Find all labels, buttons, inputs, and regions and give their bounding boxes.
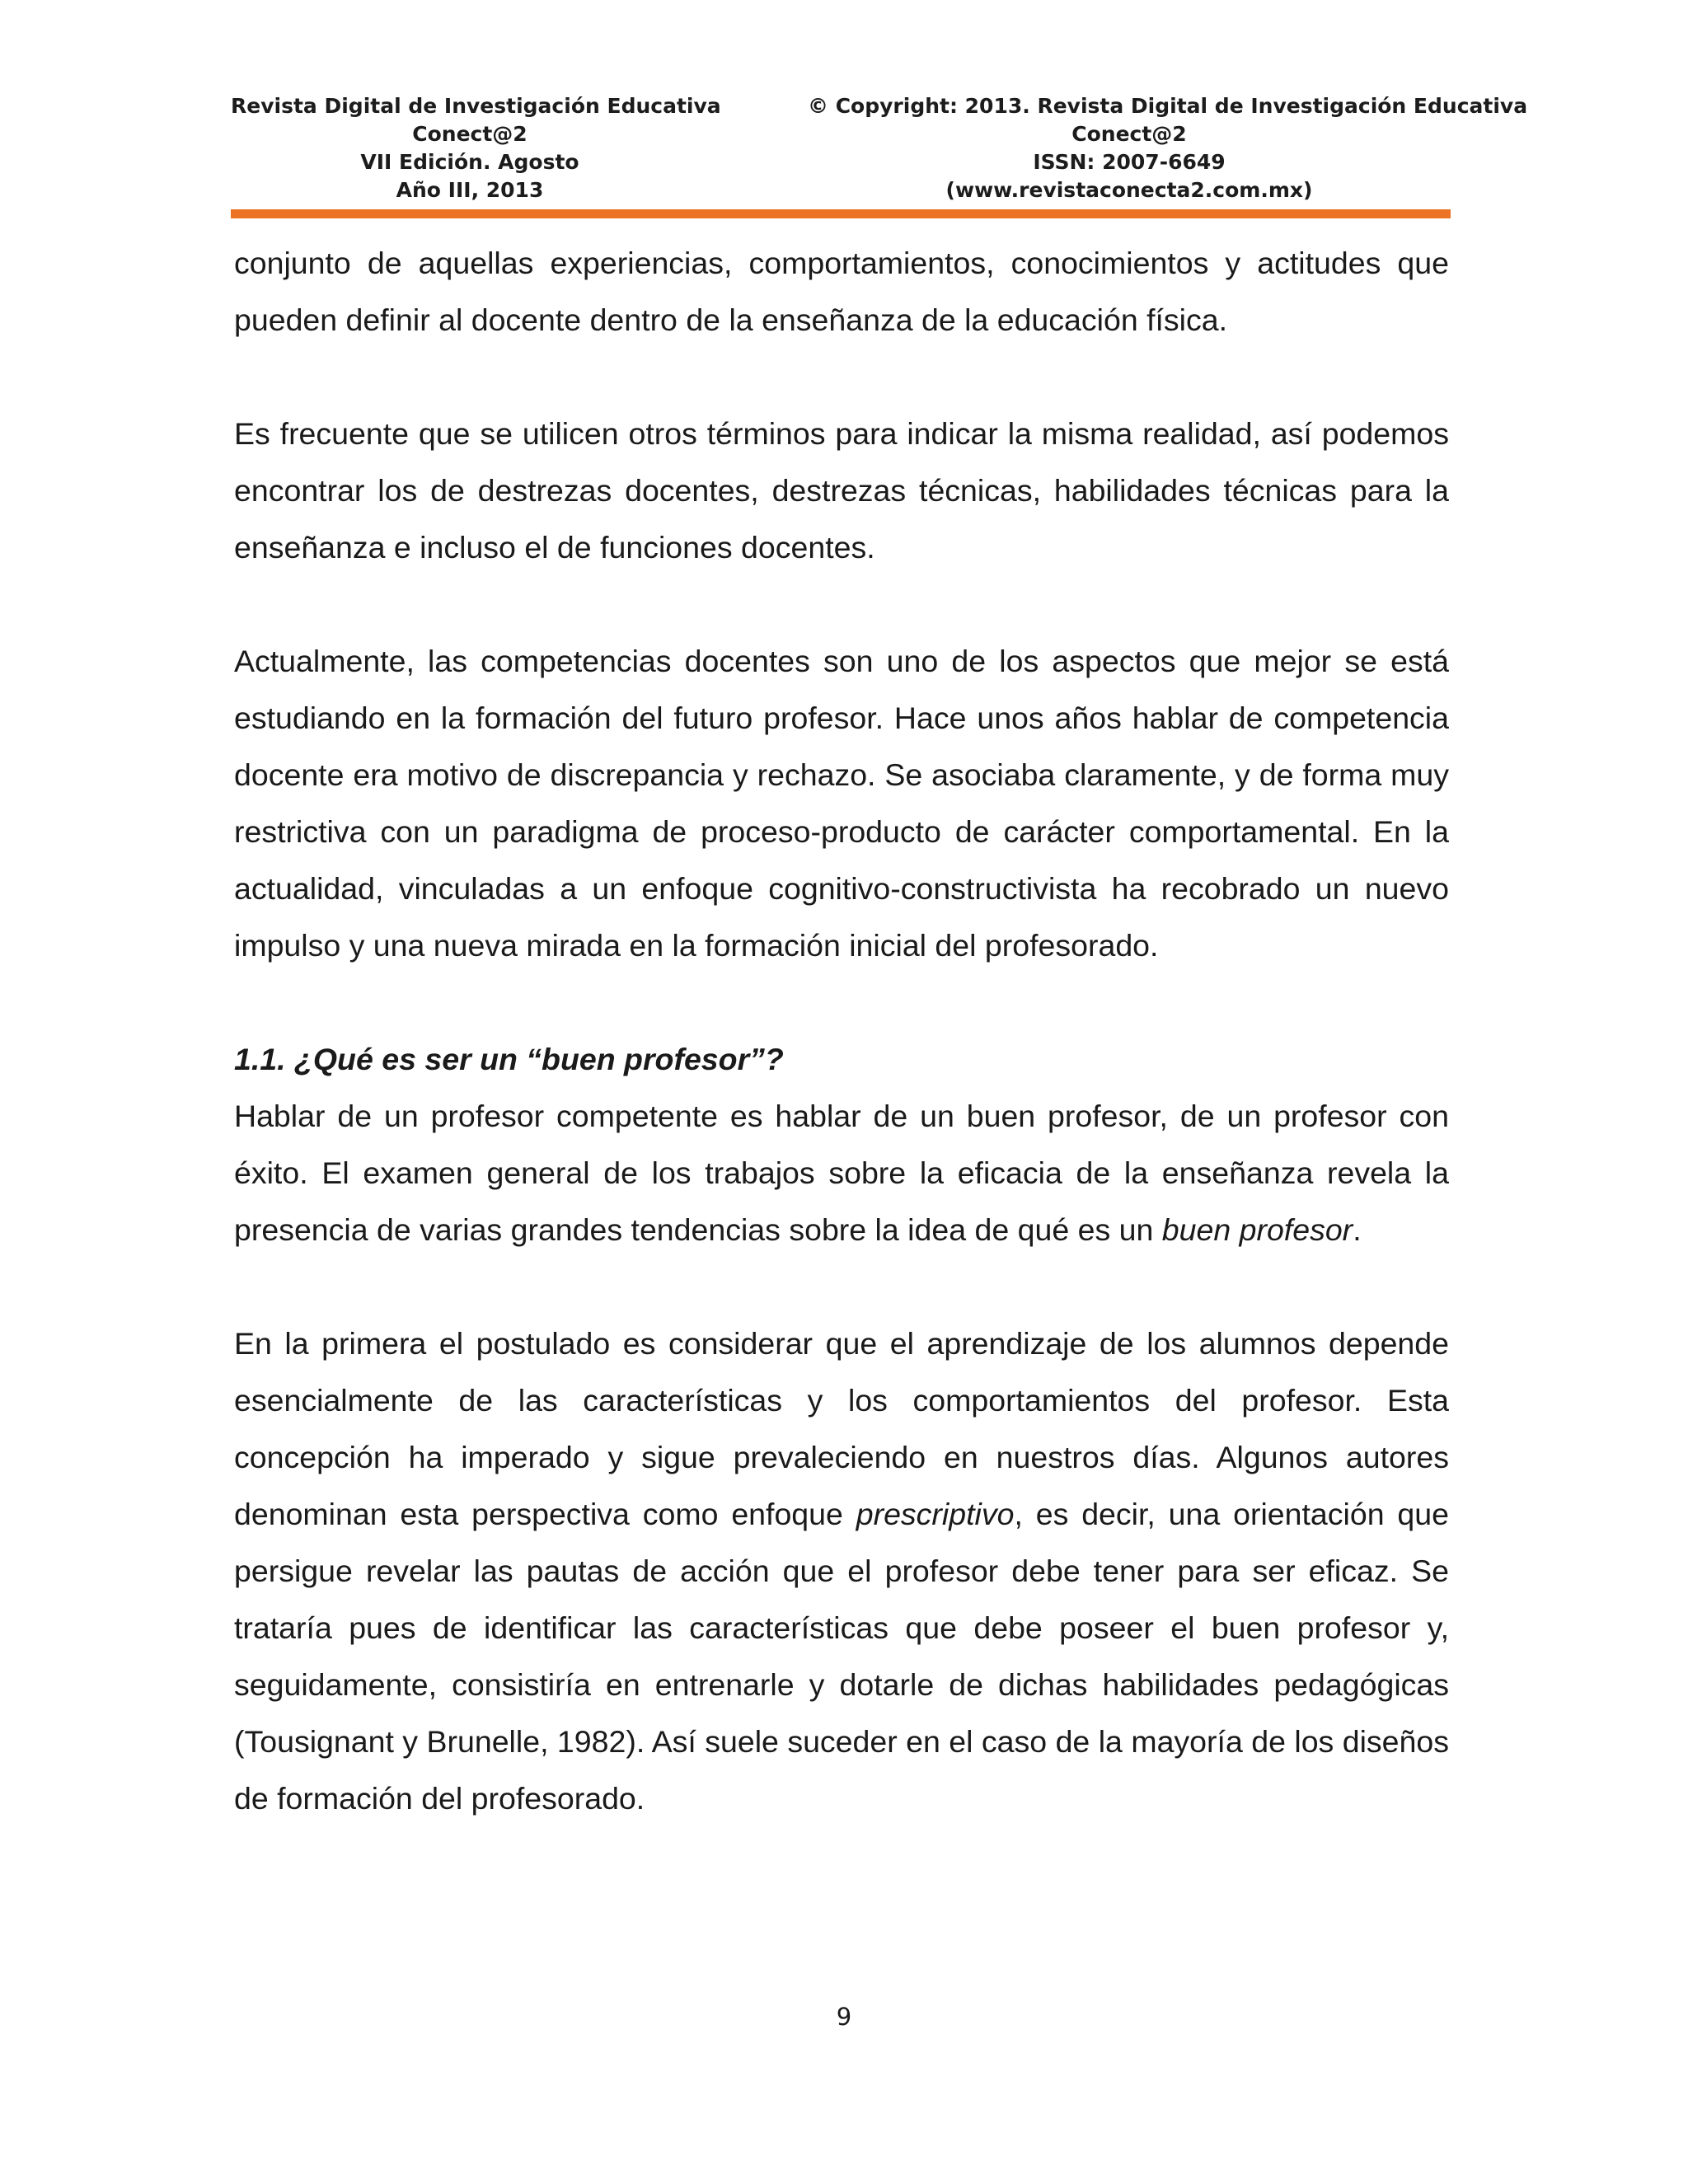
page-header [231, 92, 1528, 209]
paragraph-5-text: En la primera el postulado es considerar que el aprendizaje de los alumnos depende esencialmente de las características y los comportamientos del profesor. Esta concepción ha imperado y sigue prevaleciendo en nuestros días. Algunos autores denominan esta perspectiva como enfoque [234, 1326, 1449, 1531]
paragraph-5-end: , es decir, una orientación que persigue revelar las pautas de acción que el profesor debe tener para ser eficaz. Se trataría pues de identificar las características que debe poseer el buen profesor y, seguidamente, consistiría en entrenarle y dotarle de dichas habilidades pedagógicas (Tousignant y Brunelle, 1982). Así suele suceder en el caso de la mayoría de los diseños de formación del profesorado. [234, 1497, 1449, 1816]
paragraph-4-end: . [1353, 1212, 1362, 1247]
paragraph-5-emphasis: prescriptivo [856, 1497, 1015, 1531]
header-divider [231, 209, 1451, 218]
paragraph-4-emphasis: buen profesor [1161, 1212, 1353, 1247]
page-number: 9 [836, 2003, 852, 2031]
journal-short-name: Conect@2 [412, 122, 528, 146]
paragraph-4-text: Hablar de un profesor competente es hablar de un buen profesor, de un profesor con éxito. El examen general de los trabajos sobre la eficacia de la enseñanza revela la presencia de varias grandes tendencias sobre la idea de qué es un [234, 1099, 1449, 1247]
paragraph-4 [234, 1088, 1449, 1258]
website-url: (www.revistaconecta2.com.mx) [945, 178, 1313, 202]
paragraph-2: Es frecuente que se utilicen otros términos para indicar la misma realidad, así podemos encontrar los de destrezas docentes, destrezas técnicas, habilidades técnicas para la enseñanza e incluso el de funciones docentes. [234, 416, 1449, 565]
copyright-line: © Copyright: 2013. Revista Digital de Investigación Educativa [808, 94, 1528, 118]
journal-info [231, 92, 721, 204]
journal-name: Revista Digital de Investigación Educativa [231, 94, 721, 118]
paragraph-1: conjunto de aquellas experiencias, comportamientos, conocimientos y actitudes que pueden definir al docente dentro de la enseñanza de la educación física. [234, 246, 1449, 337]
year-label: Año III, 2013 [396, 178, 544, 202]
copyright-info [808, 92, 1528, 204]
paragraph-5 [234, 1315, 1449, 1827]
section-heading: 1.1. ¿Qué es ser un “buen profesor”? [234, 1042, 784, 1076]
copyright-journal-short-name: Conect@2 [1071, 122, 1187, 146]
issn-label: ISSN: 2007-6649 [1033, 150, 1226, 174]
edition-label: VII Edición. Agosto [360, 150, 579, 174]
paragraph-3: Actualmente, las competencias docentes son uno de los aspectos que mejor se está estudiando en la formación del futuro profesor. Hace unos años hablar de competencia docente era motivo de discrepancia y rechazo. Se asociaba claramente, y de forma muy restrictiva con un paradigma de proceso-producto de carácter comportamental. En la actualidad, vinculadas a un enfoque cognitivo-constructivista ha recobrado un nuevo impulso y una nueva mirada en la formación inicial del profesorado. [234, 644, 1449, 963]
article-body [234, 235, 1449, 1827]
